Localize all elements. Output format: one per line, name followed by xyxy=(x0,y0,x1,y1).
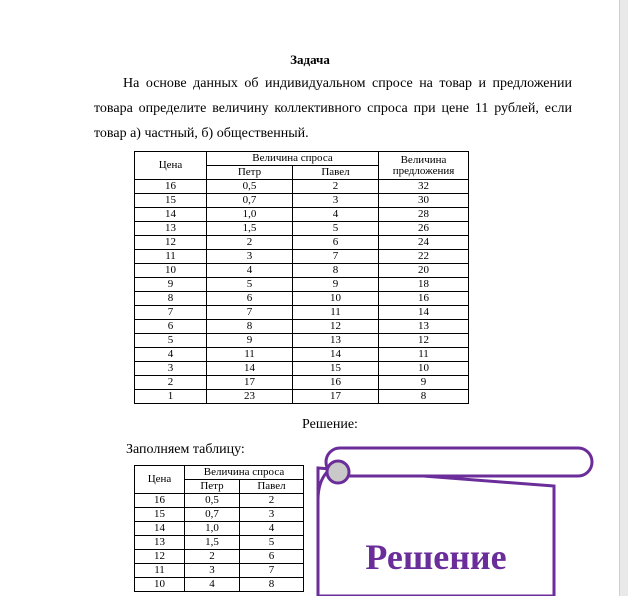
table-cell: 2 xyxy=(207,236,293,250)
table-cell: 30 xyxy=(379,194,469,208)
table-cell: 16 xyxy=(293,376,379,390)
table-cell: 6 xyxy=(207,292,293,306)
table-cell: 12 xyxy=(135,236,207,250)
table-cell: 1,5 xyxy=(207,222,293,236)
table-cell: 14 xyxy=(379,306,469,320)
table-cell: 14 xyxy=(207,362,293,376)
table-cell: 8 xyxy=(379,390,469,404)
table-cell: 14 xyxy=(293,348,379,362)
sol-col-price-header: Цена xyxy=(135,466,185,494)
table-cell: 26 xyxy=(379,222,469,236)
scroll-top-roll xyxy=(326,448,592,476)
table-cell: 8 xyxy=(240,578,304,592)
table-cell: 3 xyxy=(293,194,379,208)
table-cell: 2 xyxy=(293,180,379,194)
table-cell: 10 xyxy=(293,292,379,306)
table-cell: 10 xyxy=(135,578,185,592)
table-cell: 6 xyxy=(135,320,207,334)
table-cell: 17 xyxy=(207,376,293,390)
table-cell: 10 xyxy=(379,362,469,376)
table-cell: 16 xyxy=(379,292,469,306)
table-cell: 12 xyxy=(135,550,185,564)
table-cell: 6 xyxy=(240,550,304,564)
table-cell: 28 xyxy=(379,208,469,222)
table-cell: 17 xyxy=(293,390,379,404)
table-cell: 11 xyxy=(379,348,469,362)
table-cell: 9 xyxy=(135,278,207,292)
table-cell: 12 xyxy=(293,320,379,334)
table-cell: 9 xyxy=(379,376,469,390)
table-cell: 15 xyxy=(135,194,207,208)
table-cell: 13 xyxy=(135,222,207,236)
table-cell: 1,5 xyxy=(185,536,240,550)
table-cell: 3 xyxy=(135,362,207,376)
table-cell: 7 xyxy=(293,250,379,264)
col-petr-header: Петр xyxy=(207,166,293,180)
table-cell: 7 xyxy=(207,306,293,320)
table-cell: 20 xyxy=(379,264,469,278)
table-cell: 9 xyxy=(207,334,293,348)
solution-heading: Решение: xyxy=(302,417,358,432)
table-cell: 23 xyxy=(207,390,293,404)
table-cell: 7 xyxy=(135,306,207,320)
table-cell: 12 xyxy=(379,334,469,348)
table-cell: 13 xyxy=(293,334,379,348)
problem-text: На основе данных об индивидуальном спросе на товар и предложении товара определите величину коллективного спроса при цене 11 рублей, если товар а) частный, б) общественный. xyxy=(94,76,572,141)
table-cell: 4 xyxy=(240,522,304,536)
table-cell: 5 xyxy=(240,536,304,550)
table-cell: 4 xyxy=(135,348,207,362)
table-cell: 8 xyxy=(207,320,293,334)
table-cell: 10 xyxy=(135,264,207,278)
table-cell: 0,5 xyxy=(185,494,240,508)
col-price-header: Цена xyxy=(135,152,207,180)
table-cell: 3 xyxy=(185,564,240,578)
table-cell: 6 xyxy=(293,236,379,250)
table-cell: 2 xyxy=(135,376,207,390)
table-cell: 32 xyxy=(379,180,469,194)
table-cell: 0,5 xyxy=(207,180,293,194)
table-cell: 2 xyxy=(240,494,304,508)
table-cell: 22 xyxy=(379,250,469,264)
table-cell: 15 xyxy=(293,362,379,376)
table-cell: 4 xyxy=(207,264,293,278)
table-cell: 8 xyxy=(293,264,379,278)
table-cell: 4 xyxy=(293,208,379,222)
table-cell: 15 xyxy=(135,508,185,522)
table-cell: 11 xyxy=(207,348,293,362)
table-cell: 14 xyxy=(135,208,207,222)
table-cell: 18 xyxy=(379,278,469,292)
table-cell: 1,0 xyxy=(207,208,293,222)
table-cell: 8 xyxy=(135,292,207,306)
table-cell: 4 xyxy=(185,578,240,592)
table-cell: 3 xyxy=(240,508,304,522)
table-cell: 16 xyxy=(135,180,207,194)
sol-col-demand-header: Величина спроса xyxy=(185,466,304,480)
table-cell: 1 xyxy=(135,390,207,404)
table-cell: 5 xyxy=(293,222,379,236)
table-cell: 5 xyxy=(135,334,207,348)
sol-col-petr-header: Петр xyxy=(185,480,240,494)
table-cell: 11 xyxy=(135,250,207,264)
table-cell: 13 xyxy=(379,320,469,334)
col-demand-header: Величина спроса xyxy=(207,152,379,166)
scroll-roll-end xyxy=(327,461,349,483)
col-pavel-header: Павел xyxy=(293,166,379,180)
problem-title: Задача xyxy=(290,52,330,67)
sol-col-pavel-header: Павел xyxy=(240,480,304,494)
table-cell: 0,7 xyxy=(207,194,293,208)
table-cell: 3 xyxy=(207,250,293,264)
table-cell: 5 xyxy=(207,278,293,292)
table-cell: 0,7 xyxy=(185,508,240,522)
table-cell: 16 xyxy=(135,494,185,508)
table-cell: 9 xyxy=(293,278,379,292)
table-cell: 11 xyxy=(135,564,185,578)
table-cell: 24 xyxy=(379,236,469,250)
table-cell: 7 xyxy=(240,564,304,578)
table-cell: 1,0 xyxy=(185,522,240,536)
scroll-banner-title: Решение xyxy=(365,537,507,577)
fill-table-text: Заполняем таблицу: xyxy=(126,442,245,457)
table-cell: 11 xyxy=(293,306,379,320)
table-cell: 13 xyxy=(135,536,185,550)
table-cell: 14 xyxy=(135,522,185,536)
col-supply-header: Величина предложения xyxy=(379,152,469,180)
table-cell: 2 xyxy=(185,550,240,564)
